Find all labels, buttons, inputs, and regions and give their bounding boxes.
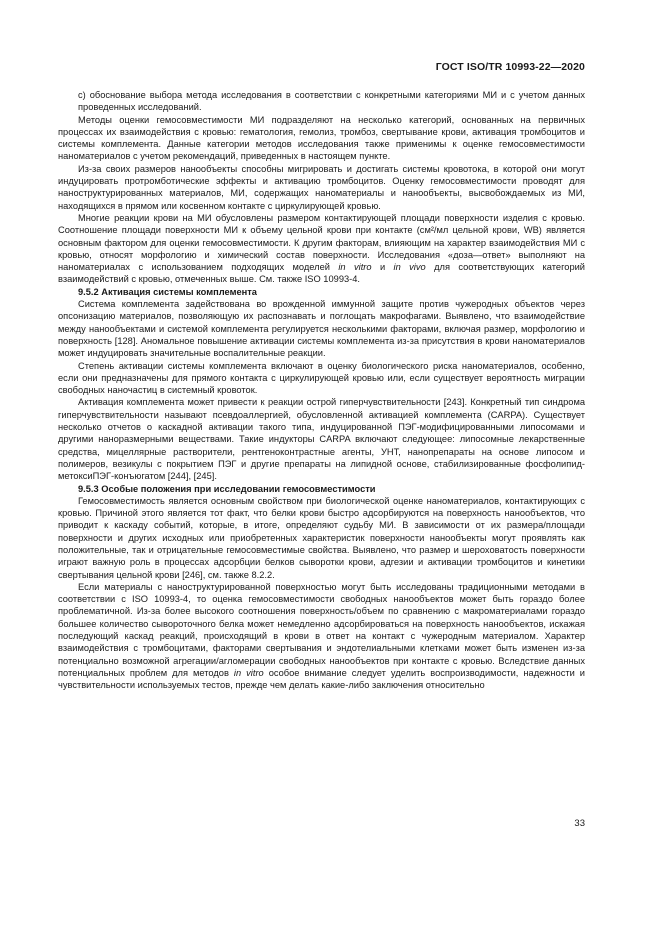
paragraph: Многие реакции крови на МИ обусловлены размером контактирующей площади поверхности изделия с кровью. Соотношение площади поверхности МИ к объему цельной крови при контакте (см²/мл цельной крови, WB) является основным фактором для оценки гемосовместимости. К другим факторам, влияющим на характер взаимодействия МИ с кровью, относят морфологию и химический состав поверхности. Исследования «доза—ответ» выполняют на наноматериалах с использованием подходящих моделей in vitro и in vivo для соответствующих категорий взаимодействий с кровью, отмеченных выше. См. также ISO 10993-4. [58,212,585,285]
section-heading-9-5-3: 9.5.3 Особые положения при исследовании гемосовместимости [78,483,376,494]
section-heading-9-5-2: 9.5.2 Активация системы комплемента [78,286,257,297]
paragraph: Методы оценки гемосовместимости МИ подразделяют на несколько категорий, основанных на первичных процессах их взаимодействия с кровью: гематология, гемолиз, тромбоз, свертывание крови, активация тромбоцитов и системы комплемента. Данные категории методов исследования также применимы к оценке гемосовместимости наноматериалов с учетом рекомендаций, приведенных в настоящем пункте. [58,114,585,162]
document-header: ГОСТ ISO/TR 10993-22—2020 [435,61,585,73]
main-text [58,89,585,692]
paragraph: Активация комплемента может привести к реакции острой гиперчувствительности [243]. Конкретный тип синдрома гиперчувствительности называют псевдоаллергией, обусловленной активацией комплемента (CARPA). Существует несколько отчетов о каскадной активации такого типа, индуцированной ПЭГ-модифицированными липосомами и другими наноразмерными веществами. Такие индукторы CARPA включают следующее: липосомные лекарственные средства, мицеллярные растворители, рентгеноконтрастные агенты, УНТ, нанопрепараты на основе липосом и полимеров, везикулы с покрытием ПЭГ и другие препараты на липидной основе, стабилизированные фосфолипид-метоксиПЭГ-конъюгатом [244], [245]. [58,397,585,482]
paragraph-list-item-c: c) обоснование выбора метода исследования в соответствии с конкретными категориями МИ и с учетом данных проведенных исследований. [78,90,585,113]
paragraph: Гемосовместимость является основным свойством при биологической оценке наноматериалов, контактирующих с кровью. Причиной этого является тот факт, что белки крови быстро адсорбируются на поверхность нанообъектов, что приводит к каскаду событий, которые, в итоге, определяют судьбу МИ. В зависимости от их размера/площади поверхности и других исходных или приобретенных характеристик поверхности нанообъекты могут проявлять как положительные, так и отрицательные гемосовместимые свойства. Выявлено, что размер и шероховатость поверхности играют важную роль в процессах адсорбции белков сыворотки крови, адгезии и активации тромбоцитов и кинетики свертывания цельной крови [246], см. также 8.2.2. [58,495,585,580]
page-number: 33 [574,818,585,829]
paragraph: Из-за своих размеров нанообъекты способны мигрировать и достигать системы кровотока, в которой они могут индуцировать протромботические эффекты и активацию тромбоцитов. Оценку гемосовместимости проводят для наноструктурированных материалов, МИ, содержащих наноматериалы и нанообъекты, высвобождаемых из МИ, находящихся в прямом или косвенном контакте с циркулирующей кровью. [58,163,585,211]
paragraph: Если материалы с наноструктурированной поверхностью могут быть исследованы традиционными методами в соответствии с ISO 10993-4, то оценка гемосовместимости свободных нанообъектов может быть гораздо более проблематичной. Из-за более высокого соотношения поверхность/объем по сравнению с макроматериалами гораздо большее количество сывороточного белка может немедленно адсорбироваться на поверхность нанообъектов, искажая последующий каскад реакций, происходящий в крови в ответ на контакт с чужеродным материалом. Характер взаимодействия с тромбоцитами, факторами свертывания и эндотелиальными клетками может быть изменен из-за потенциально возможной агрегации/агломерации свободных нанообъектов при контакте с кровью. Вследствие данных потенциальных проблем для методов in vitro особое внимание следует уделить воспроизводимости, надежности и чувствительности используемых тестов, прежде чем делать какие-либо заключения относительно [58,581,585,691]
paragraph: Степень активации системы комплемента включают в оценку биологического риска наноматериалов, особенно, если они предназначены для прямого контакта с циркулирующей кровью или, если существует вероятность миграции свободных наночастиц в системный кровоток. [58,360,585,396]
paragraph: Система комплемента задействована во врожденной иммунной защите против чужеродных объектов через опсонизацию материалов, позволяющую их распознавать и поглощать макрофагами. Выявлено, что взаимодействие между нанообъектами и системой комплемента регулируется несколькими факторами, включая размер, морфологию и поверхность [128]. Аномальное повышение активации системы комплемента из-за присутствия в крови наноматериалов может индуцировать значительные воспалительные реакции. [58,299,585,359]
